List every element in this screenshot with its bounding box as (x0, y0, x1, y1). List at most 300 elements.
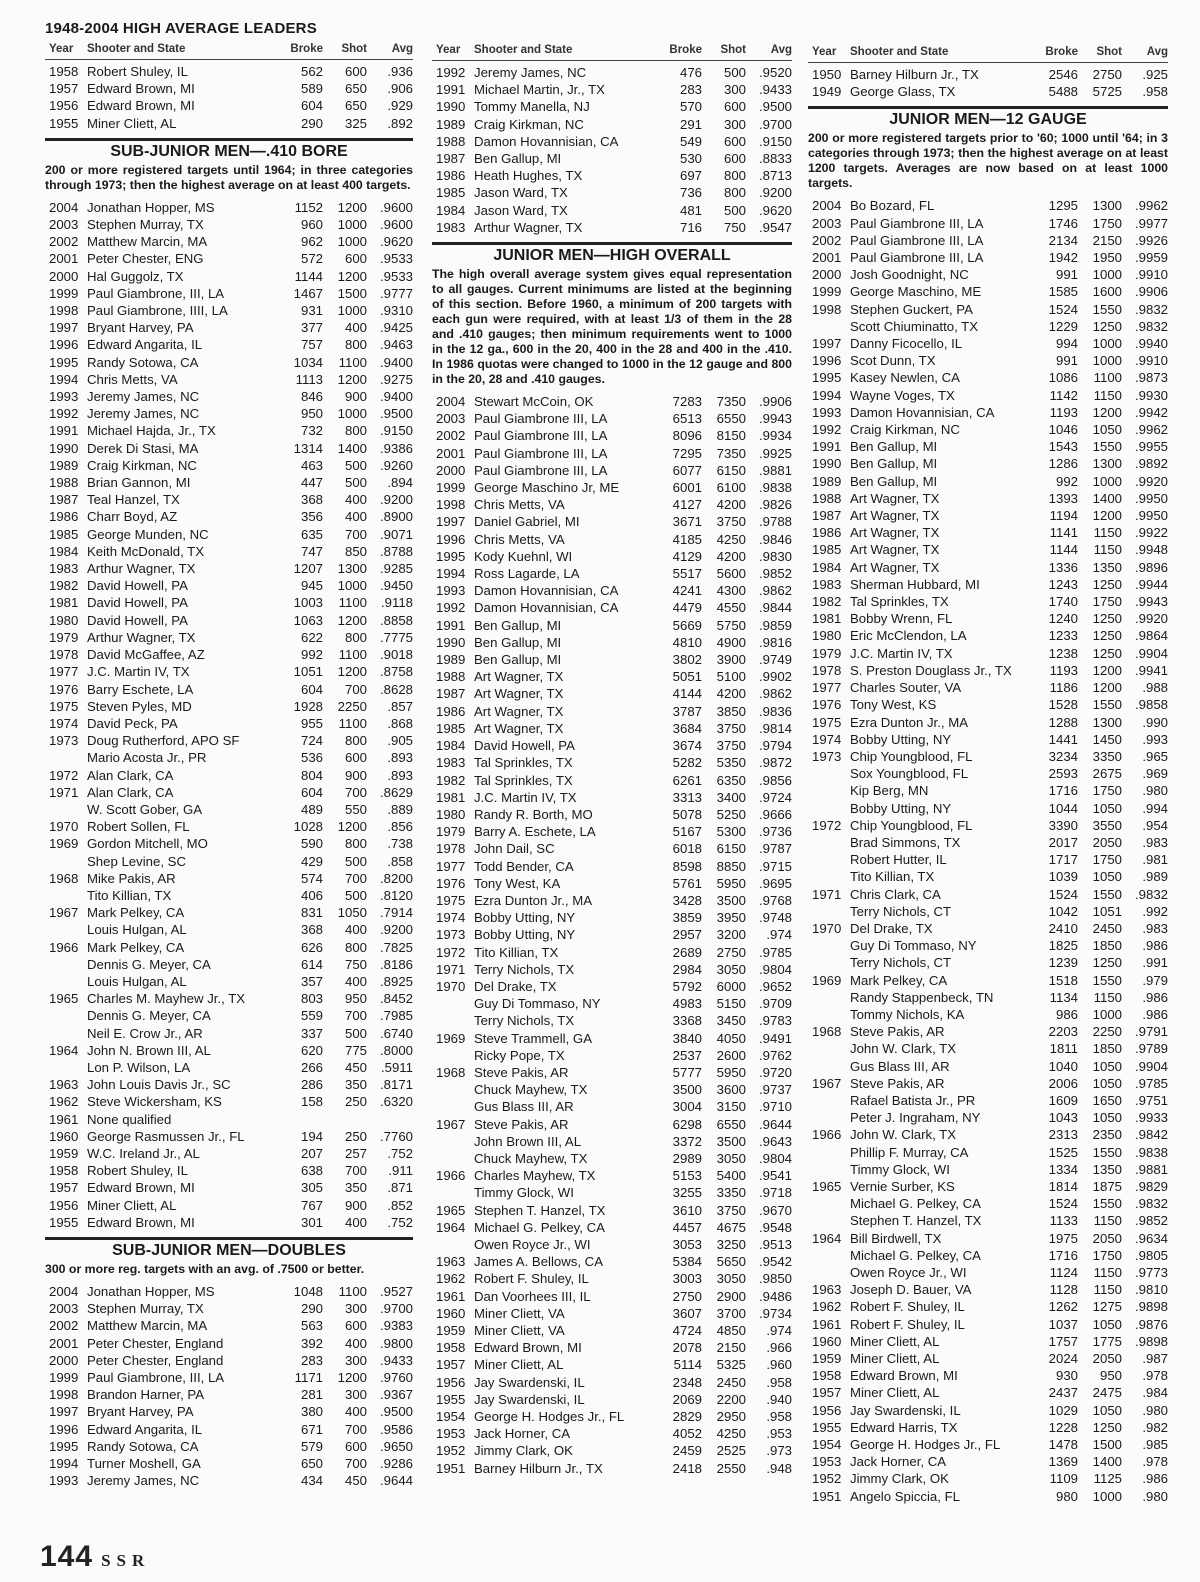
shooter-cell: Jimmy Clark, OK (850, 1471, 949, 1487)
shot-cell: 5325 (716, 1357, 746, 1373)
avg-cell: .911 (388, 1163, 413, 1179)
broke-cell: 1717 (1048, 852, 1078, 868)
year-cell: 1982 (49, 578, 79, 594)
year-cell: 1967 (49, 905, 79, 921)
broke-cell: 281 (300, 1387, 323, 1403)
broke-cell: 3607 (672, 1305, 702, 1321)
table-row (45, 1076, 413, 1093)
shot-cell: 7350 (716, 445, 746, 461)
table-row (432, 81, 792, 98)
shot-cell: 4675 (716, 1219, 746, 1235)
shot-cell: 2900 (716, 1288, 746, 1304)
shot-cell: 1250 (1092, 318, 1122, 334)
junior-high-overall-table (432, 393, 792, 1477)
year-cell: 1986 (49, 509, 79, 525)
avg-cell: .9737 (758, 1082, 792, 1098)
year-cell: 1992 (436, 65, 466, 80)
avg-cell: .9836 (758, 703, 792, 719)
shot-cell: 600 (723, 99, 746, 115)
broke-cell: 945 (300, 578, 323, 594)
year-cell: 1963 (812, 1282, 842, 1298)
table-row (45, 715, 413, 732)
broke-cell: 1467 (293, 285, 323, 301)
shooter-cell: Jay Swardenski, IL (474, 1374, 585, 1390)
avg-cell: .8628 (379, 681, 413, 697)
shot-cell: 800 (344, 629, 367, 645)
shooter-cell: George H. Hodges Jr., FL (474, 1409, 625, 1425)
avg-cell: .9846 (758, 531, 792, 547)
broke-cell: 604 (300, 98, 323, 114)
table-row (45, 870, 413, 887)
year-cell: 2004 (49, 1284, 79, 1299)
avg-cell: .8629 (379, 784, 413, 800)
shooter-cell: J.C. Martin IV, TX (87, 664, 190, 680)
shot-cell: 1000 (337, 217, 367, 233)
shot-cell: 4200 (716, 497, 746, 513)
shot-cell: 800 (344, 939, 367, 955)
shooter-cell: Paul Giambrone III, LA (474, 462, 608, 478)
shooter-cell: Rafael Batista Jr., PR (850, 1092, 976, 1108)
shot-cell: 2600 (716, 1047, 746, 1063)
broke-cell: 2437 (1048, 1385, 1078, 1401)
shot-cell: 2550 (716, 1460, 746, 1476)
shooter-cell: Tony West, KS (850, 697, 937, 713)
shot-cell: 2050 (1092, 1230, 1122, 1246)
broke-cell: 1044 (1048, 800, 1078, 816)
shot-cell: 2150 (1092, 232, 1122, 248)
broke-cell: 980 (1055, 1488, 1078, 1504)
header-year: Year (812, 46, 837, 58)
avg-cell: .9787 (758, 841, 792, 857)
table-row (808, 266, 1168, 283)
shooter-cell: Gus Blass III, AR (474, 1099, 574, 1115)
year-cell: 1990 (49, 440, 79, 456)
shooter-cell: Randy Sotowa, CA (87, 354, 199, 370)
table-row (45, 1386, 413, 1403)
broke-cell: 1028 (293, 819, 323, 835)
shot-cell: 775 (344, 1042, 367, 1058)
broke-cell: 2750 (672, 1288, 702, 1304)
shooter-cell: Edward Angarita, IL (87, 1421, 203, 1437)
year-cell: 1980 (49, 612, 79, 628)
avg-cell: .7914 (379, 905, 413, 921)
header-shooter: Shooter and State (474, 44, 573, 56)
broke-cell: 650 (300, 1456, 323, 1472)
shooter-cell: None qualified (87, 1111, 172, 1127)
year-cell: 1994 (436, 566, 466, 582)
shot-cell: 1050 (1092, 869, 1122, 885)
table-row (45, 1317, 413, 1334)
avg-cell: .980 (1142, 1402, 1168, 1418)
table-row (808, 1367, 1168, 1384)
year-cell: 1993 (49, 1473, 79, 1489)
shot-cell: 1200 (337, 664, 367, 680)
header-shot: Shot (720, 44, 746, 56)
broke-cell: 286 (300, 1077, 323, 1093)
table-row (432, 1253, 792, 1270)
avg-cell: .986 (1142, 989, 1168, 1005)
shooter-cell: Paul Giambrone III, LA (474, 411, 608, 427)
broke-cell: 1194 (1049, 508, 1078, 524)
broke-cell: 290 (300, 115, 323, 131)
year-cell: 1958 (49, 1163, 79, 1179)
table-row (432, 133, 792, 150)
table-row (432, 1356, 792, 1373)
broke-cell: 604 (300, 784, 323, 800)
avg-cell: .9541 (758, 1168, 792, 1184)
shooter-cell: Barney Hilburn Jr., TX (474, 1460, 603, 1476)
shooter-cell: Terry Nichols, CT (850, 903, 952, 919)
table-row (432, 1116, 792, 1133)
table-row (45, 1455, 413, 1472)
shot-cell: 3050 (716, 1150, 746, 1166)
table-row (432, 1391, 792, 1408)
section-title-sub-junior-doubles: SUB-JUNIOR MEN—DOUBLES (45, 1237, 413, 1260)
broke-cell: 1229 (1048, 318, 1078, 334)
year-cell: 1955 (49, 1214, 79, 1230)
broke-cell: 1051 (293, 664, 323, 680)
year-cell: 1999 (812, 284, 842, 300)
shooter-cell: John Brown III, AL (474, 1133, 582, 1149)
shooter-cell: Stephen T. Hanzel, TX (474, 1202, 606, 1218)
table-row (808, 1023, 1168, 1040)
table-row (808, 283, 1168, 300)
shooter-cell: Derek Di Stasi, MA (87, 440, 199, 456)
shot-cell: 600 (723, 151, 746, 167)
broke-cell: 2829 (672, 1409, 702, 1425)
table-row (432, 1098, 792, 1115)
table-row (432, 978, 792, 995)
table-row (432, 634, 792, 651)
shooter-cell: Chris Clark, CA (850, 886, 941, 902)
avg-cell: .9260 (379, 457, 413, 473)
shot-cell: 1100 (338, 1284, 367, 1299)
avg-cell: .983 (1142, 920, 1168, 936)
year-cell: 1961 (436, 1288, 466, 1304)
avg-cell: .752 (387, 1214, 413, 1230)
table-row (45, 405, 413, 422)
shot-cell: 3250 (716, 1236, 746, 1252)
shooter-cell: Jason Ward, TX (474, 185, 568, 201)
shot-cell: 3450 (716, 1013, 746, 1029)
year-cell: 1949 (812, 84, 842, 100)
broke-cell: 447 (300, 475, 323, 491)
avg-cell: .9734 (758, 1305, 792, 1321)
shooter-cell: Kip Berg, MN (850, 783, 929, 799)
shooter-cell: Art Wagner, TX (474, 720, 564, 736)
avg-cell: .7760 (379, 1128, 413, 1144)
shot-cell: 5600 (716, 566, 746, 582)
year-cell: 1965 (436, 1202, 466, 1218)
shooter-cell: Tal Sprinkles, TX (474, 772, 573, 788)
shot-cell: 4850 (716, 1323, 746, 1338)
broke-cell: 7283 (672, 394, 702, 410)
shot-cell: 3050 (716, 1271, 746, 1287)
avg-cell: .9773 (1134, 1265, 1168, 1280)
year-cell: 1980 (436, 806, 466, 822)
table-row (432, 1184, 792, 1201)
year-cell: 1969 (436, 1030, 466, 1046)
broke-cell: 1524 (1048, 1196, 1078, 1212)
shot-cell: 800 (723, 185, 746, 201)
shooter-cell: John Dail, SC (474, 841, 555, 857)
shot-cell: 1150 (1093, 1282, 1122, 1298)
avg-cell: .9760 (379, 1370, 413, 1386)
year-cell: 1995 (812, 370, 842, 386)
avg-cell: .9862 (758, 686, 792, 702)
avg-cell: .9906 (1134, 284, 1168, 300)
avg-cell: .9718 (758, 1185, 792, 1201)
table-row (808, 679, 1168, 696)
table-row (808, 886, 1168, 903)
year-cell: 1982 (436, 772, 466, 788)
broke-cell: 5792 (672, 978, 702, 994)
broke-cell: 5078 (672, 806, 702, 822)
avg-cell: .994 (1142, 800, 1168, 816)
avg-cell: .9862 (758, 583, 792, 599)
table-row (45, 767, 413, 784)
table-row (808, 490, 1168, 507)
shooter-cell: Timmy Glock, WI (474, 1185, 574, 1201)
broke-cell: 434 (300, 1473, 323, 1489)
shot-cell: 300 (344, 1301, 367, 1317)
shooter-cell: Edward Brown, MI (87, 1214, 195, 1230)
broke-cell: 3428 (672, 892, 702, 908)
year-cell: 1994 (49, 1456, 79, 1472)
shooter-cell: Charles Mayhew, TX (474, 1168, 596, 1184)
year-cell: 1970 (436, 978, 466, 994)
avg-cell: .905 (387, 733, 413, 749)
shooter-cell: S. Preston Douglass Jr., TX (850, 662, 1012, 678)
year-cell: 2002 (49, 234, 79, 250)
broke-cell: 8598 (672, 858, 702, 874)
table-row (45, 1438, 413, 1455)
avg-cell: .9933 (1134, 1110, 1168, 1126)
year-cell: 1997 (49, 320, 79, 336)
broke-cell: 1109 (1049, 1471, 1078, 1487)
avg-cell: .9941 (1134, 662, 1168, 678)
shot-cell: 500 (344, 887, 367, 903)
broke-cell: 570 (679, 99, 702, 115)
shot-cell: 8150 (716, 428, 746, 444)
broke-cell: 1063 (293, 612, 323, 628)
shooter-cell: Matthew Marcin, MA (87, 234, 208, 250)
table-row (808, 851, 1168, 868)
shot-cell: 1200 (1092, 680, 1122, 696)
year-cell: 1988 (49, 475, 79, 491)
year-cell: 1965 (49, 991, 79, 1007)
column-headers (432, 44, 792, 58)
shooter-cell: Charles Souter, VA (850, 680, 962, 696)
table-row (808, 232, 1168, 249)
table-row (808, 473, 1168, 490)
year-cell: 1976 (812, 697, 842, 713)
table-row (808, 627, 1168, 644)
shot-cell: 900 (344, 389, 367, 405)
junior-12-gauge-table (808, 197, 1168, 1504)
avg-cell: .9200 (379, 922, 413, 938)
avg-cell: .9500 (379, 406, 413, 422)
page-title: 1948-2004 HIGH AVERAGE LEADERS (45, 20, 317, 37)
broke-cell: 1086 (1048, 370, 1078, 386)
table-row (45, 577, 413, 594)
year-cell: 2000 (812, 267, 842, 283)
year-cell: 1976 (49, 681, 79, 697)
avg-cell: .989 (1142, 869, 1168, 885)
broke-cell: 3004 (672, 1099, 702, 1115)
shot-cell: 3500 (716, 892, 746, 908)
shot-cell: 1200 (337, 199, 367, 215)
avg-cell: .9794 (758, 738, 792, 754)
table-row (432, 1236, 792, 1253)
table-row (808, 1144, 1168, 1161)
shot-cell: 1250 (1092, 955, 1122, 971)
table-row (432, 772, 792, 789)
year-cell: 1969 (812, 972, 842, 988)
table-row (808, 731, 1168, 748)
shot-cell: 3600 (716, 1082, 746, 1098)
broke-cell: 1228 (1048, 1419, 1078, 1435)
table-row (808, 1126, 1168, 1143)
table-row (45, 250, 413, 267)
broke-cell: 2348 (672, 1374, 702, 1390)
shooter-cell: David Howell, PA (87, 595, 188, 611)
broke-cell: 635 (300, 526, 323, 542)
shooter-cell: John Louis Davis Jr., SC (87, 1077, 231, 1093)
avg-cell: .8758 (379, 664, 413, 680)
shooter-cell: W.C. Ireland Jr., AL (87, 1145, 200, 1161)
broke-cell: 992 (300, 647, 323, 663)
shot-cell: 1250 (1092, 645, 1122, 661)
broke-cell: 5384 (672, 1254, 702, 1270)
year-cell: 1958 (812, 1368, 842, 1384)
avg-cell: .9910 (1134, 267, 1168, 283)
shot-cell: 600 (344, 750, 367, 766)
broke-cell: 736 (679, 185, 702, 201)
avg-cell: .9367 (379, 1387, 413, 1403)
shooter-cell: Terry Nichols, CT (850, 955, 952, 971)
shot-cell: 250 (344, 1094, 367, 1110)
shot-cell: 5150 (716, 996, 746, 1012)
table-row (808, 1384, 1168, 1401)
broke-cell: 4185 (672, 531, 702, 547)
broke-cell: 530 (679, 151, 702, 167)
table-row (45, 939, 413, 956)
shot-cell: 1000 (1092, 336, 1122, 352)
shot-cell: 1275 (1092, 1299, 1122, 1315)
header-year: Year (436, 44, 461, 56)
table-row (808, 593, 1168, 610)
avg-cell: .960 (766, 1357, 792, 1373)
column-headers (808, 46, 1168, 60)
avg-cell: .9922 (1134, 525, 1168, 541)
table-row (45, 1025, 413, 1042)
shooter-cell: Miner Cliett, VA (474, 1305, 565, 1321)
shot-cell: 2950 (716, 1409, 746, 1425)
avg-cell: .940 (766, 1391, 792, 1407)
table-row (432, 116, 792, 133)
shot-cell: 550 (344, 801, 367, 817)
shooter-cell: Miner Cliett, AL (850, 1333, 940, 1349)
header-year: Year (49, 43, 74, 55)
avg-cell: .9940 (1134, 336, 1168, 352)
shot-cell: 2675 (1092, 766, 1122, 782)
table-row (432, 892, 792, 909)
shooter-cell: Tal Sprinkles, TX (474, 755, 573, 771)
header-rule (808, 62, 1168, 63)
avg-cell: .991 (1142, 955, 1168, 971)
shot-cell: 257 (344, 1145, 367, 1161)
broke-cell: 2546 (1048, 67, 1078, 82)
table-row (432, 531, 792, 548)
broke-cell: 3787 (672, 703, 702, 719)
table-row (808, 541, 1168, 558)
shot-cell: 1750 (1092, 594, 1122, 610)
avg-cell: .9777 (379, 285, 413, 301)
shooter-cell: Chuck Mayhew, TX (474, 1150, 588, 1166)
year-cell: 2004 (49, 199, 79, 215)
year-cell: 2001 (812, 250, 842, 266)
year-cell: 1957 (49, 1180, 79, 1196)
table-row (432, 1305, 792, 1322)
avg-cell: .974 (766, 927, 792, 943)
year-cell: 1978 (812, 662, 842, 678)
avg-cell: .9829 (1134, 1178, 1168, 1194)
shot-cell: 6150 (716, 841, 746, 857)
shooter-cell: Teal Hanzel, TX (87, 492, 180, 508)
shooter-cell: Craig Kirkman, NC (850, 422, 960, 438)
shooter-cell: Art Wagner, TX (850, 508, 940, 524)
year-cell: 1993 (812, 404, 842, 420)
broke-cell: 1740 (1048, 594, 1078, 610)
shooter-cell: Jack Horner, CA (474, 1426, 571, 1442)
shot-cell: 6550 (716, 1116, 746, 1132)
table-row (45, 1352, 413, 1369)
shooter-cell: David Howell, PA (87, 612, 188, 628)
shot-cell: 5400 (716, 1168, 746, 1184)
shooter-cell: Terry Nichols, TX (474, 1013, 575, 1029)
shot-cell: 1300 (1092, 198, 1122, 214)
year-cell: 2003 (436, 411, 466, 427)
table-row (45, 1421, 413, 1438)
shot-cell: 4250 (716, 1426, 746, 1442)
avg-cell: .9876 (1134, 1316, 1168, 1332)
year-cell: 1961 (49, 1111, 79, 1127)
shooter-cell: Shep Levine, SC (87, 853, 186, 869)
table-row (432, 703, 792, 720)
broke-cell: 489 (300, 801, 323, 817)
shooter-cell: Arthur Wagner, TX (87, 561, 196, 577)
broke-cell: 1757 (1048, 1333, 1078, 1349)
table-row (432, 1150, 792, 1167)
year-cell: 1989 (436, 652, 466, 668)
avg-cell: .9768 (758, 892, 792, 908)
shot-cell: 1750 (1092, 852, 1122, 868)
year-cell: 1986 (436, 168, 466, 184)
shot-cell: 400 (344, 1335, 367, 1351)
shooter-cell: Mark Pelkey, CA (850, 972, 948, 988)
year-cell: 1986 (436, 703, 466, 719)
broke-cell: 579 (300, 1438, 323, 1454)
avg-cell: .9400 (379, 389, 413, 405)
broke-cell: 3500 (672, 1082, 702, 1098)
shooter-cell: Jay Swardenski, IL (850, 1402, 961, 1418)
shot-cell: 1000 (1092, 267, 1122, 283)
broke-cell: 747 (300, 543, 323, 559)
avg-cell: .9838 (758, 480, 792, 496)
year-cell: 1981 (49, 595, 79, 611)
shooter-cell: Gordon Mitchell, MO (87, 836, 208, 852)
